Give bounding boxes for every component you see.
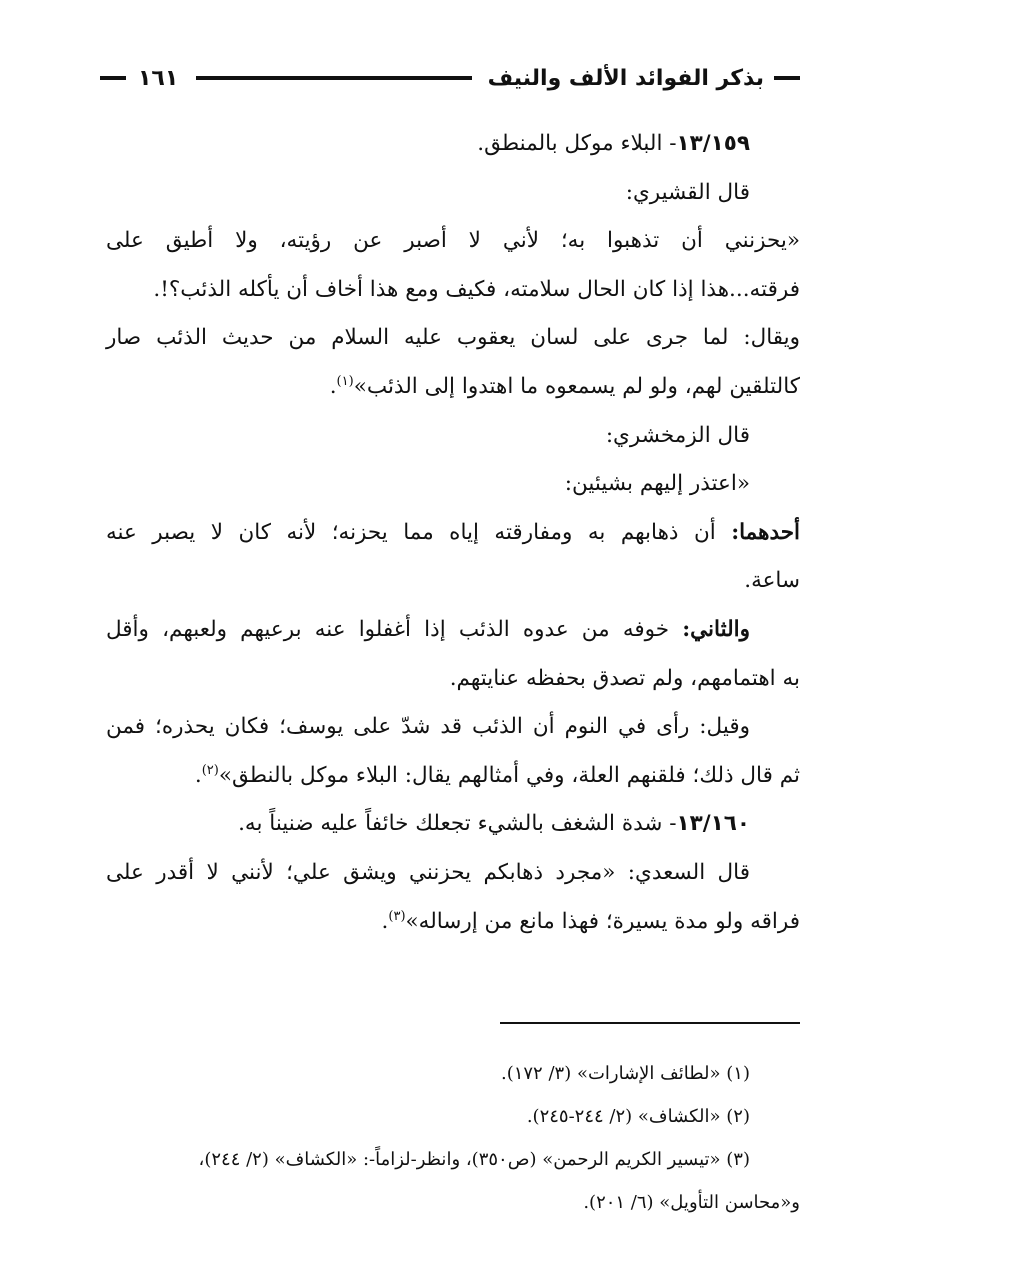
- footnote-ref: (٢): [201, 762, 219, 778]
- page-number: ١٦١: [138, 65, 179, 91]
- paragraph-text: ثم قال ذلك؛ فلقنهم العلة، وفي أمثالهم يقال: البلاء موكل بالنطق»: [218, 762, 800, 788]
- zamakhshari-label: قال الزمخشري:: [605, 422, 750, 448]
- paragraph-line: ثم قال ذلك؛ فلقنهم العلة، وفي أمثالهم يقال: البلاء موكل بالنطق»$^{(٢)}$.: [194, 762, 800, 788]
- paragraph-line: قال السعدي: «مجرد ذهابكم يحزنني ويشق علي؛ لأنني لا أقدر على: [106, 859, 750, 885]
- footnote-3: (٣) «تيسير الكريم الرحمن» (ص٣٥٠)، وانظر-لزاماً-: «الكشاف» (٢/ ٢٤٤)،: [198, 1149, 750, 1170]
- footnote-2: (٢) «الكشاف» (٢/ ٢٤٤-٢٤٥).: [526, 1106, 750, 1127]
- paragraph-line: وقيل: رأى في النوم أن الذئب قد شدّ على يوسف؛ فكان يحذره؛ فمن: [106, 714, 750, 740]
- running-header-title: بذكر الفوائد الألف والنيف: [487, 65, 764, 91]
- paragraph-text: أن ذهابهم به ومفارقته إياه مما يحزنه؛ لأنه كان لا يصبر عنه: [106, 519, 732, 545]
- paragraph-line: [106, 509, 800, 558]
- entry-heading-text: - شدة الشغف بالشيء تجعلك خائفاً عليه ضنيناً به.: [238, 811, 677, 837]
- entry-159: [106, 120, 800, 169]
- paragraph-line: فرقته...هذا إذا كان الحال سلامته، فكيف ومع هذا أخاف أن يأكله الذئب؟!.: [153, 276, 800, 302]
- footnotes: [106, 1052, 800, 1224]
- footnote-3-continued: و«محاسن التأويل» (٦/ ٢٠١).: [583, 1192, 800, 1213]
- zamakhshari-intro: «اعتذر إليهم بشيئين:: [564, 471, 750, 497]
- paragraph-text: خوفه من عدوه الذئب إذا أغفلوا عنه برعيهم ولعبهم، وأقل: [106, 616, 683, 642]
- footnote-1: (١) «لطائف الإشارات» (٣/ ١٧٢).: [500, 1063, 750, 1084]
- footnote-separator: [500, 1022, 800, 1024]
- header-dash-right: [774, 76, 800, 80]
- paragraph-line: كالتلقين لهم، ولو لم يسمعوه ما اهتدوا إلى الذئب»$^{(١)}$.: [329, 373, 800, 399]
- qushayri-label: قال القشيري:: [625, 179, 750, 205]
- footnote-ref: (١): [336, 373, 354, 389]
- paragraph-line: «يحزنني أن تذهبوا به؛ لأني لا أصبر عن رؤيته، ولا أطيق على: [106, 228, 800, 254]
- main-text: [106, 120, 800, 946]
- paragraph-line: فراقه ولو مدة يسيرة؛ فهذا مانع من إرساله»$^{(٣)}$.: [381, 908, 800, 934]
- paragraph-text: فراقه ولو مدة يسيرة؛ فهذا مانع من إرساله»: [405, 908, 800, 934]
- footnote-ref: (٣): [388, 908, 406, 924]
- entry-number: ١٣/١٦٠: [676, 811, 750, 837]
- paragraph-line: به اهتمامهم، ولم تصدق بحفظه عنايتهم.: [449, 665, 800, 691]
- paragraph-line: [106, 606, 800, 655]
- paragraph-text: كالتلقين لهم، ولو لم يسمعوه ما اهتدوا إلى الذئب»: [353, 373, 800, 399]
- entry-heading-text: - البلاء موكل بالمنطق.: [477, 131, 677, 156]
- entry-160: [106, 800, 800, 849]
- lead-word: أحدهما:: [731, 519, 800, 545]
- header-dash-left: [100, 76, 126, 80]
- entry-number: ١٣/١٥٩: [676, 131, 750, 156]
- header-rule: [196, 76, 471, 80]
- paragraph-line: ويقال: لما جرى على لسان يعقوب عليه السلام من حديث الذئب صار: [106, 325, 800, 351]
- paragraph-line: ساعة.: [744, 568, 800, 594]
- running-header: [100, 58, 800, 98]
- lead-word: والثاني:: [682, 616, 750, 642]
